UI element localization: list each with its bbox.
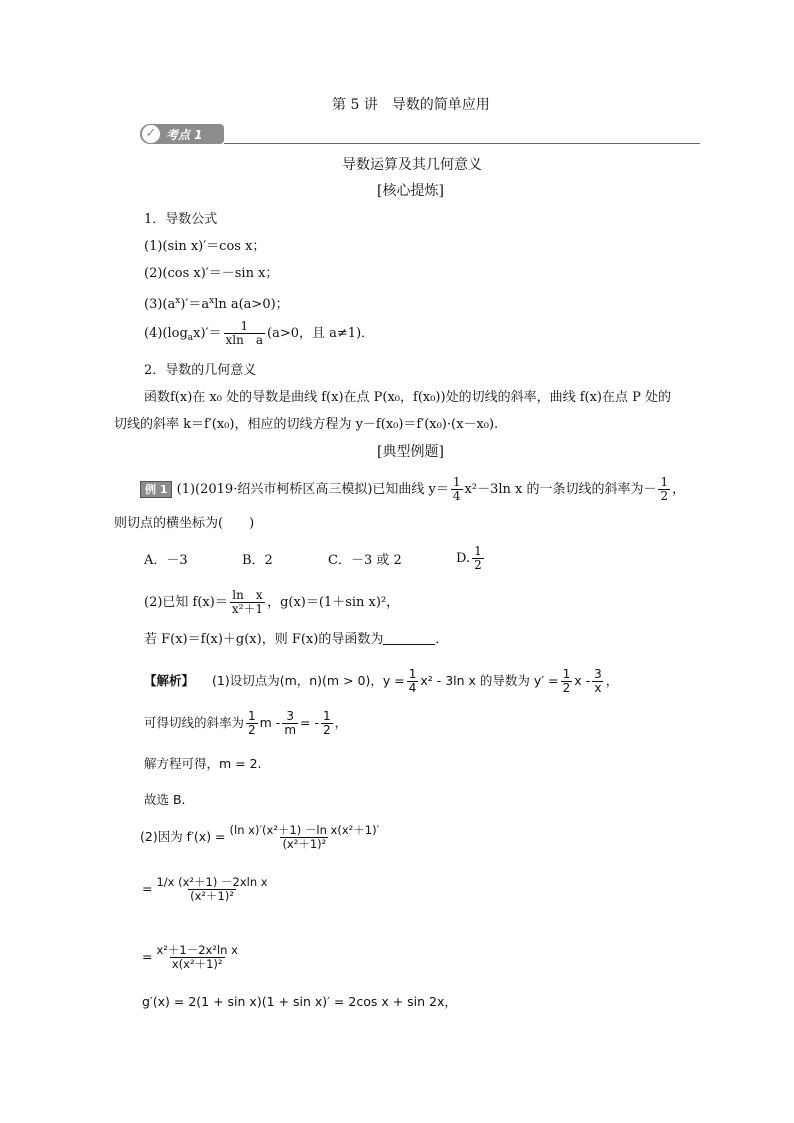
f3-part-c: )′＝a bbox=[180, 297, 210, 312]
f3-part-a: (3)(a bbox=[144, 297, 176, 312]
s1-frac-1-num: 1 bbox=[408, 667, 417, 681]
page-title: 第 5 讲 导数的简单应用 bbox=[332, 97, 490, 113]
section-badge-bar bbox=[140, 124, 700, 146]
s1-part-b: x² - 3ln x 的导数为 y′ = bbox=[420, 673, 559, 688]
formula-4 bbox=[144, 320, 374, 347]
s7-den: x(x²＋1)² bbox=[171, 957, 223, 971]
formula-2: (2)(cos x)′＝－sin x； bbox=[144, 266, 279, 281]
option-b: B．2 bbox=[242, 553, 273, 568]
s5-part-a: (2)因为 f′(x) = bbox=[140, 829, 226, 844]
example-question-2 bbox=[144, 589, 399, 616]
s6-num: 1/x (x²＋1) －2xln x bbox=[156, 875, 268, 889]
example-question-1 bbox=[140, 476, 685, 503]
q1-frac-1-num: 1 bbox=[452, 475, 461, 489]
s1-frac-2-den: 2 bbox=[562, 681, 571, 695]
geometry-line-2: 切线的斜率 k＝f′(x₀)，相应的切线方程为 y－f(x₀)＝f′(x₀)·(x－x₀). bbox=[114, 417, 499, 432]
s2-part-c: = - bbox=[300, 715, 319, 730]
s1-frac-1-den: 4 bbox=[408, 681, 417, 695]
answer-blank bbox=[383, 632, 435, 645]
solution-line-1 bbox=[144, 668, 618, 695]
s2-frac-3 bbox=[321, 710, 333, 737]
formulas-heading: 1．导数公式 bbox=[144, 212, 218, 227]
q1-frac-2-num: 1 bbox=[660, 475, 669, 489]
geometry-heading: 2．导数的几何意义 bbox=[144, 363, 257, 378]
q1-part-b: x²－3ln x 的一条切线的斜率为－ bbox=[464, 482, 657, 497]
s1-frac-2 bbox=[561, 668, 573, 695]
badge-label: 考点 1 bbox=[166, 128, 203, 142]
s5-num: (ln x)′(x²＋1) －ln x(x²＋1)′ bbox=[229, 823, 380, 837]
geometry-line-1: 函数f(x)在 x₀ 处的导数是曲线 f(x)在点 P(x₀，f(x₀))处的切线的斜率，曲线 f(x)在点 P 处的 bbox=[144, 390, 672, 405]
s7-frac bbox=[154, 944, 239, 971]
f4-part-a: (4)(log bbox=[144, 326, 188, 341]
s1-frac-3-num: 3 bbox=[594, 667, 602, 681]
formula-1: (1)(sin x)′＝cos x； bbox=[144, 239, 266, 254]
badge-rule bbox=[224, 143, 700, 144]
s1-frac-1 bbox=[407, 668, 419, 695]
check-icon: ✓ bbox=[142, 125, 160, 143]
q2-end: ． bbox=[435, 632, 449, 647]
s2-frac-1-den: 2 bbox=[248, 723, 256, 737]
q2-part-b: ，g(x)＝(1＋sin x)²， bbox=[267, 595, 400, 610]
solution-line-6 bbox=[142, 876, 272, 903]
s1-frac-2-num: 1 bbox=[562, 667, 571, 681]
example-question-1-line-2: 则切点的横坐标为( ) bbox=[114, 516, 255, 531]
solution-line-7 bbox=[142, 944, 242, 971]
s2-frac-3-num: 1 bbox=[323, 709, 331, 723]
solution-line-5 bbox=[140, 824, 383, 851]
s7-num: x²＋1－2x²ln x bbox=[156, 943, 238, 957]
examples-subtitle: [典型例题] bbox=[377, 444, 444, 460]
s2-frac-1-num: 1 bbox=[248, 709, 256, 723]
q2-den: x²＋1 bbox=[231, 602, 264, 616]
s2-part-a: 可得切线的斜率为 bbox=[144, 715, 245, 730]
formula-3 bbox=[144, 293, 289, 313]
option-d-den: 2 bbox=[474, 558, 482, 572]
q1-part-c: ， bbox=[672, 482, 686, 497]
solution-label: 【解析】 bbox=[144, 673, 195, 688]
s1-frac-3-den: x bbox=[594, 681, 602, 695]
solution-line-8: g′(x) = 2(1 + sin x)(1 + sin x)′ = 2cos x + sin 2x， bbox=[142, 994, 457, 1009]
s2-frac-1 bbox=[246, 710, 258, 737]
s2-frac-2 bbox=[282, 710, 298, 737]
option-a: A．－3 bbox=[144, 553, 188, 568]
option-c: C．－3 或 2 bbox=[328, 553, 402, 568]
q1-frac-2 bbox=[658, 476, 670, 503]
s2-part-b: m - bbox=[259, 715, 281, 730]
option-d-num: 1 bbox=[474, 544, 482, 558]
s1-part-c: x - bbox=[574, 673, 591, 688]
f3-sup-1: x bbox=[175, 296, 181, 306]
s7-part-a: = bbox=[142, 949, 153, 964]
s5-den: (x²＋1)² bbox=[282, 837, 327, 851]
q1-part-a: (1)(2019·绍兴市柯桥区高三模拟)已知曲线 y＝ bbox=[176, 482, 449, 497]
s6-den: (x²＋1)² bbox=[190, 889, 234, 903]
s2-part-d: ， bbox=[334, 715, 348, 730]
f4-fraction bbox=[224, 320, 266, 347]
q1-frac-1-den: 4 bbox=[452, 489, 461, 503]
f3-part-e: ln a(a>0)； bbox=[214, 297, 289, 312]
solution-line-2 bbox=[144, 710, 347, 737]
f4-part-d: (a>0，且 a≠1)． bbox=[267, 326, 375, 341]
option-d-frac bbox=[472, 545, 484, 572]
option-d-label: D. bbox=[456, 551, 471, 566]
s2-frac-3-den: 2 bbox=[323, 723, 331, 737]
q2-part-a: (2)已知 f(x)＝ bbox=[144, 595, 228, 610]
q1-frac-2-den: 2 bbox=[660, 489, 669, 503]
f4-sub: a bbox=[187, 333, 194, 343]
q1-frac-1 bbox=[451, 476, 463, 503]
example-badge: 例 1 bbox=[140, 481, 172, 498]
solution-line-3: 解方程可得，m = 2. bbox=[144, 756, 262, 771]
f3-sup-2: x bbox=[209, 296, 215, 306]
f4-part-c: x)′＝ bbox=[193, 326, 222, 341]
s2-frac-2-den: m bbox=[284, 723, 297, 737]
s2-frac-2-num: 3 bbox=[286, 709, 294, 723]
q2-frac bbox=[230, 589, 265, 616]
s5-frac bbox=[228, 824, 382, 851]
q2-num: ln x bbox=[232, 588, 263, 602]
section-title: 导数运算及其几何意义 bbox=[342, 157, 482, 173]
s6-frac bbox=[154, 876, 269, 903]
s1-part-d: ， bbox=[605, 673, 619, 688]
option-d bbox=[456, 545, 486, 572]
s1-frac-3 bbox=[592, 668, 604, 695]
f4-denominator: xln a bbox=[225, 333, 264, 347]
s1-part-a: (1)设切点为(m，n)(m > 0)，y = bbox=[212, 673, 405, 688]
f4-numerator: 1 bbox=[240, 319, 249, 333]
core-subtitle: [核心提炼] bbox=[377, 183, 444, 199]
example-question-2-line-2 bbox=[144, 632, 448, 648]
s6-part-a: = bbox=[142, 881, 153, 896]
q2-line2-text: 若 F(x)＝f(x)＋g(x)，则 F(x)的导函数为 bbox=[144, 632, 384, 647]
solution-line-4: 故选 B. bbox=[144, 792, 186, 807]
